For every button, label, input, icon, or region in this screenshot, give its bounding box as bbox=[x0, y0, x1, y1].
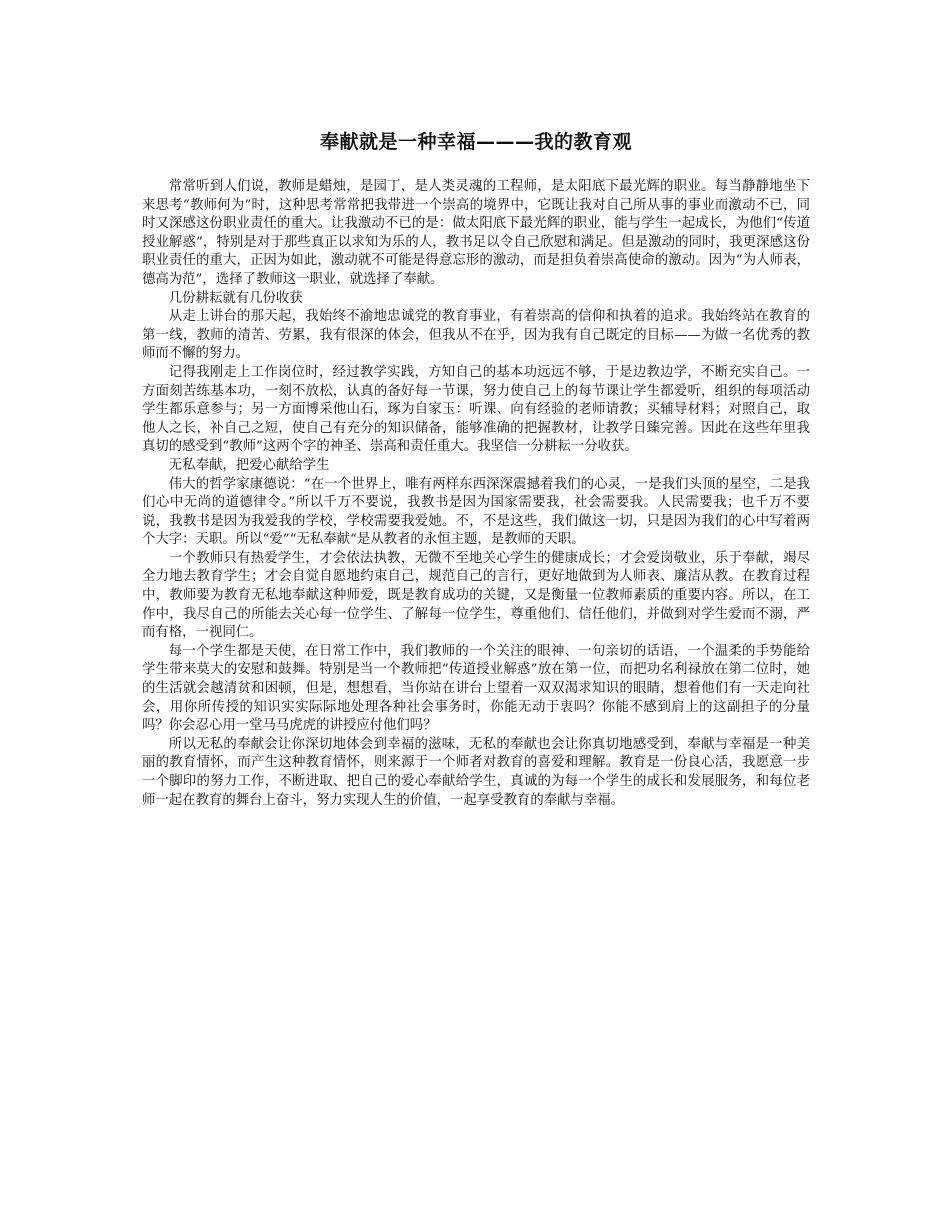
document-title: 奉献就是一种幸福———我的教育观 bbox=[319, 131, 632, 153]
paragraph: 从走上讲台的那天起，我始终不渝地忠诚党的教育事业，有着崇高的信仰和执着的追求。我始终站在教育的第一线，教师的清苦、劳累，我有很深的体会，但我从不在乎，因为我有自己既定的目标——为做一名优秀的教师而不懈的努力。 bbox=[142, 309, 810, 362]
section-heading-harvest: 几份耕耘就有几份收获 bbox=[168, 290, 303, 306]
paragraph-conclusion: 所以无私的奉献会让你深切地体会到幸福的滋味，无私的奉献也会让你真切地感受到，奉献与幸福是一种美丽的教育情怀，而产生这种教育情怀，则来源于一个师者对教育的喜爱和理解。教育是一份良心活，我愿意一步一个脚印的努力工作，不断进取、把自己的爱心奉献给学生，真诚的为每一个学生的成长和发展服务，和每位老师一起在教育的舞台上奋斗，努力实现人生的价值，一起享受教育的奉献与幸福。 bbox=[142, 736, 810, 808]
document-body bbox=[142, 178, 810, 810]
paragraph: 一个教师只有热爱学生，才会依法执教，无微不至地关心学生的健康成长；才会爱岗敬业，乐于奉献，竭尽全力地去教育学生；才会自觉自愿地约束自己，规范自己的言行，更好地做到为人师表、廉洁从教。在教育过程中，教师要为教育无私地奉献这种师爱，既是教育成功的关键，又是衡量一位教师素质的重要内容。所以，在工作中，我尽自己的所能去关心每一位学生、了解每一位学生，尊重他们、信任他们，并做到对学生爱而不溺，严而有格，一视同仁。 bbox=[142, 550, 810, 641]
document-page bbox=[142, 128, 810, 810]
paragraph: 伟大的哲学家康德说：“在一个世界上，唯有两样东西深深震撼着我们的心灵，一是我们头顶的星空，二是我们心中无尚的道德律令。”所以千万不要说，我教书是因为国家需要我，社会需要我。人民需要我；也千万不要说，我教书是因为我爱我的学校，学校需要我爱她。不，不是这些，我们做这一切，只是因为我们的心中写着两个大字：天职。所以“爱”“无私奉献“是从教者的永恒主题，是教师的天职。 bbox=[142, 476, 810, 548]
paragraph: 记得我刚走上工作岗位时，经过教学实践，方知自己的基本功远远不够，于是边教边学，不断充实自己。一方面刻苦练基本功，一刻不放松，认真的备好每一节课，努力使自己上的每节课让学生都爱听，组织的每项活动学生都乐意参与；另一方面博采他山石，琢为自家玉：听课、向有经验的老师请教；买辅导材料；对照自己，取他人之长，补自己之短，使自己有充分的知识储备，能够准确的把握教材，让教学日臻完善。因此在这些年里我真切的感受到“教师”这两个字的神圣、崇高和责任重大。我坚信一分耕耘一分收获。 bbox=[142, 364, 810, 455]
paragraph-intro: 常常听到人们说，教师是蜡烛，是园丁，是人类灵魂的工程师，是太阳底下最光辉的职业。每当静静地坐下来思考“教师何为”时，这种思考常常把我带进一个崇高的境界中，它既让我对自己所从事的事业而激动不已，同时又深感这份职业责任的重大。让我激动不已的是：做太阳底下最光辉的职业，能与学生一起成长，为他们“传道授业解惑”，特别是对于那些真正以求知为乐的人，教书足以令自己欣慰和满足。但是激动的同时，我更深感这份职业责任的重大，正因为如此，激动就不可能是得意忘形的激动，而是担负着崇高使命的激动。因为“为人师表，德高为范”，选择了教师这一职业，就选择了奉献。 bbox=[142, 179, 810, 287]
paragraph: 每一个学生都是天使，在日常工作中，我们教师的一个关注的眼神、一句亲切的话语，一个温柔的手势能给学生带来莫大的安慰和鼓舞。特别是当一个教师把“传道授业解惑”放在第一位，而把功名利禄放在第二位时，她的生活就会越清贫和困顿，但是，想想看，当你站在讲台上望着一双双渴求知识的眼睛，想着他们有一天走向社会，用你所传授的知识实实际际地处理各种社会事务时，你能无动于衷吗？你能不感到肩上的这副担子的分量吗？你会忍心用一堂马马虎虎的讲授应付他们吗？ bbox=[142, 643, 810, 734]
section-heading-devotion: 无私奉献，把爱心献给学生 bbox=[168, 457, 330, 473]
